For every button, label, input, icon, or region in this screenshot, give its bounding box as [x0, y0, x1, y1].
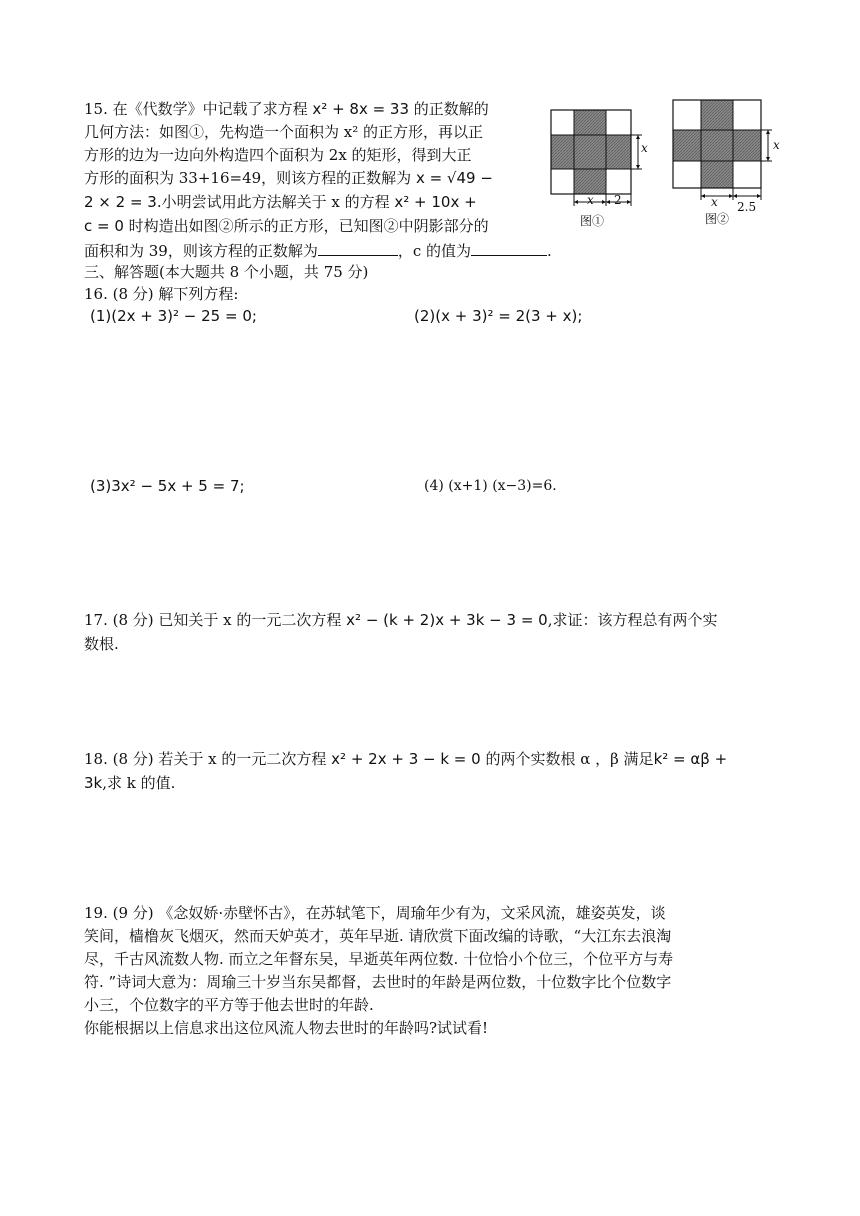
q15-equation: x² + 8x = 33 — [312, 100, 410, 118]
q15-text: 方形的面积为 33+16=49，则该方程的正数解为 — [84, 169, 416, 187]
q18-equation: k² = αβ + — [653, 750, 728, 768]
q19-line-2: 笑间，樯橹灰飞烟灭，然而天妒英才，英年早逝. 请欣赏下面改编的诗歌，“大江东去浪淘 — [84, 927, 672, 945]
q15-text: 的正数解的 — [409, 100, 489, 118]
q19-line-3: 尽，千古风流数人物. 而立之年督东吴，早逝英年两位数. 十位恰小个位三，个位平方与寿 — [84, 950, 674, 968]
q15-line-2: 几何方法：如图①，先构造一个面积为 x² 的正方形，再以正 — [84, 123, 484, 141]
fig1-label-x-bottom: x — [587, 193, 594, 207]
q17-text: ,求证：该方程总有两个实 — [547, 611, 718, 629]
q16-part-2: (2)(x + 3)² = 2(3 + x); — [414, 307, 583, 325]
section-heading: 三、解答题(本大题共 8 个小题，共 75 分) — [84, 263, 369, 281]
fig2-label-2-5: 2.5 — [737, 200, 757, 214]
fig2-caption: 图② — [705, 212, 730, 226]
q15-text: 面积和为 39，则该方程的正数解为 — [84, 242, 318, 260]
q19-line-1: 19. (9 分) 《念奴娇·赤壁怀古》，在苏轼笔下，周瑜年少有为，文采风流，雄姿英发，谈 — [84, 904, 666, 922]
q15-equation: c = 0 — [84, 217, 124, 235]
fig1-label-2: 2 — [614, 193, 622, 207]
q18-equation: 3k — [84, 774, 103, 792]
q15-line-7 — [84, 240, 552, 261]
q15-line-1 — [84, 99, 489, 119]
q16-part-3: (3)3x² − 5x + 5 = 7; — [90, 477, 245, 495]
fig2-label-x-right: x — [773, 138, 780, 152]
q16-title: 16. (8 分) 解下列方程: — [84, 285, 239, 303]
q15-equation: x² + 10x + — [394, 193, 477, 211]
answer-blank-2[interactable] — [471, 240, 547, 256]
q15-text: . — [547, 242, 552, 260]
q17-equation: x² − (k + 2)x + 3k − 3 = 0 — [346, 611, 548, 629]
q15-text: 15. 在《代数学》中记载了求方程 — [84, 100, 313, 118]
q19-line-4: 符. ”诗词大意为：周瑜三十岁当东吴都督，去世时的年龄是两位数，十位数字比个位数字 — [84, 973, 672, 991]
q18-text: 的两个实数根 α ，β 满足 — [480, 750, 654, 768]
fig1-label-x-right: x — [641, 141, 648, 155]
q15-equation: x = √49 − — [415, 169, 493, 187]
q17-line-2: 数根. — [84, 635, 119, 653]
q15-line-6 — [84, 216, 489, 236]
q15-text: .小明尝试用此方法解关于 x 的方程 — [156, 193, 395, 211]
q19-line-6: 你能根据以上信息求出这位风流人物去世时的年龄吗?试试看! — [84, 1019, 489, 1037]
q18-line-1 — [84, 749, 727, 769]
q17-line-1 — [84, 610, 718, 630]
figure-2 — [667, 96, 782, 216]
q15-text: 时构造出如图②所示的正方形，已知图②中阴影部分的 — [123, 217, 489, 235]
q18-text: ,求 k 的值. — [102, 774, 176, 792]
figure-1 — [545, 104, 660, 212]
answer-blank-1[interactable] — [318, 240, 398, 256]
q15-equation: 2 × 2 = 3 — [84, 193, 157, 211]
q15-line-3: 方形的边为一边向外构造四个面积为 2x 的矩形，得到大正 — [84, 146, 472, 164]
q17-text: 17. (8 分) 已知关于 x 的一元二次方程 — [84, 611, 347, 629]
q15-line-5 — [84, 192, 477, 212]
q18-line-2 — [84, 773, 175, 793]
q18-text: 18. (8 分) 若关于 x 的一元二次方程 — [84, 750, 332, 768]
q15-line-4 — [84, 168, 493, 188]
q16-part-1: (1)(2x + 3)² − 25 = 0; — [90, 307, 257, 325]
q16-part-4: (4) (x+1) (x−3)=6. — [424, 478, 557, 494]
q15-text: ，c 的值为 — [397, 242, 472, 260]
fig2-label-x-bottom: x — [711, 195, 718, 209]
fig1-caption: 图① — [580, 214, 605, 228]
q18-equation: x² + 2x + 3 − k = 0 — [331, 750, 481, 768]
q19-line-5: 小三，个位数字的平方等于他去世时的年龄. — [84, 996, 374, 1014]
